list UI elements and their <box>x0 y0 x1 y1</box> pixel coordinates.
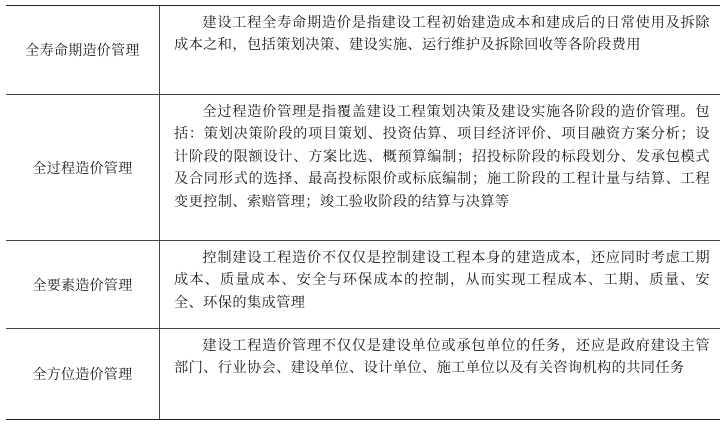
table-row <box>6 95 720 241</box>
cost-management-table <box>6 5 720 420</box>
row-term: 全要素造价管理 <box>6 241 160 328</box>
row-description: 全过程造价管理是指覆盖建设工程策划决策及建设实施各阶段的造价管理。包括：策划决策阶段的项目策划、投资估算、项目经济评价、项目融资方案分析；设计阶段的限额设计、方案比选、概预算编制；招投标阶段的标段划分、发承包模式及合同形式的选择、最高投标限价或标底编制；施工阶段的工程计量与结算、工程变更控制、索赔管理；竣工验收阶段的结算与决算等 <box>174 104 710 210</box>
row-term: 全方位造价管理 <box>6 329 160 419</box>
table-row <box>6 6 720 95</box>
row-description: 建设工程造价管理不仅仅是建设单位或承包单位的任务，还应是政府建设主管部门、行业协会、建设单位、设计单位、施工单位以及有关咨询机构的共同任务 <box>174 338 710 377</box>
row-description: 建设工程全寿命期造价是指建设工程初始建造成本和建成后的日常使用及拆除成本之和，包括策划决策、建设实施、运行维护及拆除回收等各阶段费用 <box>174 15 710 54</box>
row-term: 全过程造价管理 <box>6 95 160 240</box>
table-row <box>6 241 720 329</box>
table-row <box>6 329 720 419</box>
row-description: 控制建设工程造价不仅仅是控制建设工程本身的建造成本，还应同时考虑工期成本、质量成本、安全与环保成本的控制，从而实现工程成本、工期、质量、安全、环保的集成管理 <box>174 250 710 311</box>
row-term: 全寿命期造价管理 <box>6 6 160 94</box>
